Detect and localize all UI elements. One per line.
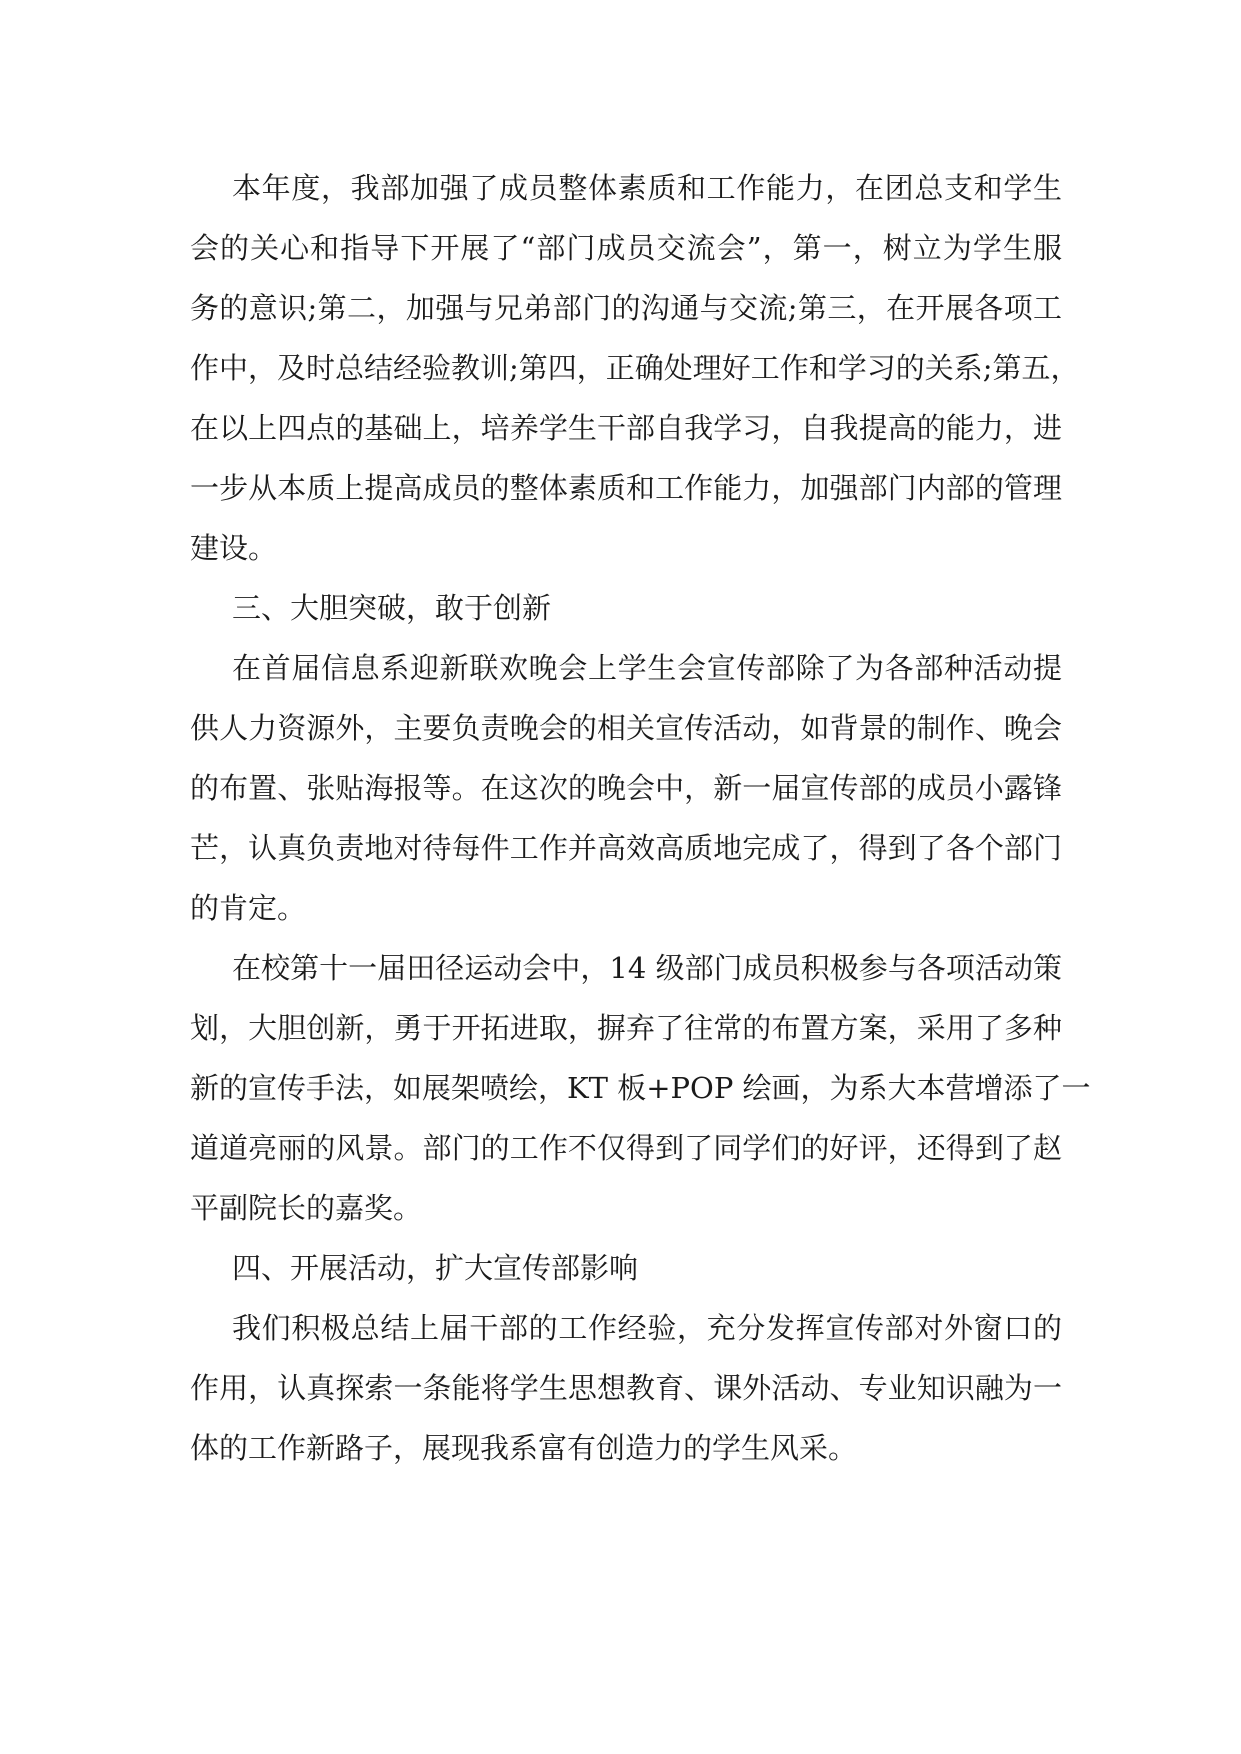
paragraph-experience-summary: [190, 1298, 1062, 1478]
paragraph-line: 作用，认真探索一条能将学生思想教育、课外活动、专业知识融为一: [190, 1371, 1062, 1405]
paragraph-line: 作中，及时总结经验教训;第四，正确处理好工作和学习的关系;第五，: [190, 351, 1080, 385]
section-heading-activities: [190, 1238, 1062, 1298]
paragraph-line: 新的宣传手法，如展架喷绘，KT 板+POP 绘画，为系大本营增添了一: [190, 1071, 1091, 1105]
paragraph-member-quality: [190, 158, 1080, 578]
document-body: [190, 158, 1091, 1478]
paragraph-line: 建设。: [190, 531, 278, 565]
section-heading-text: 三、大胆突破，敢于创新: [232, 591, 552, 625]
paragraph-line: 芒，认真负责地对待每件工作并高效高质地完成了，得到了各个部门: [190, 831, 1062, 865]
paragraph-line: 的布置、张贴海报等。在这次的晚会中，新一届宣传部的成员小露锋: [190, 771, 1062, 805]
paragraph-line: 平副院长的嘉奖。: [190, 1191, 423, 1225]
paragraph-line: 道道亮丽的风景。部门的工作不仅得到了同学们的好评，还得到了赵: [190, 1131, 1062, 1165]
paragraph-line: 务的意识;第二，加强与兄弟部门的沟通与交流;第三，在开展各项工: [190, 291, 1062, 325]
paragraph-line: 在校第十一届田径运动会中，14 级部门成员积极参与各项活动策: [232, 951, 1062, 985]
paragraph-line: 一步从本质上提高成员的整体素质和工作能力，加强部门内部的管理: [190, 471, 1062, 505]
paragraph-line: 在以上四点的基础上，培养学生干部自我学习，自我提高的能力，进: [190, 411, 1062, 445]
paragraph-line: 体的工作新路子，展现我系富有创造力的学生风采。: [190, 1431, 858, 1465]
paragraph-line: 的肯定。: [190, 891, 307, 925]
section-heading-innovation: [190, 578, 1062, 638]
paragraph-line: 划，大胆创新，勇于开拓进取，摒弃了往常的布置方案，采用了多种: [190, 1011, 1062, 1045]
paragraph-line: 本年度，我部加强了成员整体素质和工作能力，在团总支和学生: [232, 171, 1062, 205]
paragraph-welcome-party: [190, 638, 1062, 938]
paragraph-sports-meet: [190, 938, 1091, 1238]
paragraph-line: 会的关心和指导下开展了“部门成员交流会”，第一，树立为学生服: [190, 231, 1062, 265]
paragraph-line: 我们积极总结上届干部的工作经验，充分发挥宣传部对外窗口的: [232, 1311, 1062, 1345]
section-heading-text: 四、开展活动，扩大宣传部影响: [232, 1251, 639, 1285]
paragraph-line: 在首届信息系迎新联欢晚会上学生会宣传部除了为各部种活动提: [232, 651, 1062, 685]
paragraph-line: 供人力资源外，主要负责晚会的相关宣传活动，如背景的制作、晚会: [190, 711, 1062, 745]
